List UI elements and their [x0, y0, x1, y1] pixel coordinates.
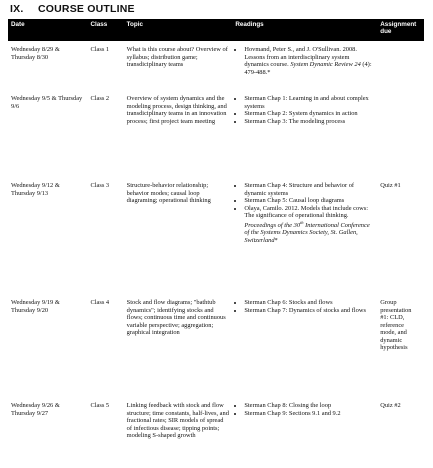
table-row: [8, 177, 424, 294]
section-number: IX.: [10, 3, 24, 15]
readings-cell: [232, 397, 377, 468]
class-cell: Class 1: [90, 46, 110, 53]
assignment-cell: [377, 90, 424, 177]
assignment-cell: Quiz #1: [380, 182, 401, 189]
reading-item: • Sterman Chap 3: The modeling process: [244, 118, 374, 126]
table-row: [8, 90, 424, 177]
reading-item: • Olaya, Camilo. 2012. Models that include cows: The significance of operational thinking. Proceedings of the 30th International Conference of the Systems Dynamics Society, St. Gallen, Switzerland*: [244, 205, 374, 245]
reading-item: • Sterman Chap 1: Learning in and about complex systems: [244, 95, 374, 110]
table-row: [8, 397, 424, 468]
topic-cell: What is this course about? Overview of syllabus; distribution game; transdiciplinary teams: [126, 46, 228, 69]
reading-item: • Sterman Chap 8: Closing the loop: [244, 402, 374, 410]
class-cell: Class 4: [90, 299, 110, 306]
reading-item: • Sterman Chap 7: Dynamics of stocks and flows: [244, 307, 374, 315]
topic-cell: Stock and flow diagrams; "bathtub dynamics"; identifying stocks and flows; continuous time and continuous variable perspective; aggregation; graphical integration: [126, 299, 226, 337]
class-cell: Class 2: [90, 95, 110, 102]
column-header-class: Class: [87, 19, 123, 41]
topic-cell: Linking feedback with stock and flow structure; time constants, half-lives, and fractional rates; SIR models of spread of infectious disease; tipping points; modeling S-shaped growth: [126, 402, 229, 440]
section-title: COURSE OUTLINE: [38, 3, 135, 15]
column-header-topic: Topic: [124, 19, 233, 41]
reading-item: • Hovmand, Peter S., and J. O'Sullivan. 2008. Lessons from an interdisciplinary system dynamics course. System Dynamic Review 24 (4): 479-488.*: [244, 46, 374, 76]
reading-item: • Sterman Chap 6: Stocks and flows: [244, 299, 374, 307]
assignment-cell: Quiz #2: [380, 402, 401, 409]
readings-cell: [232, 177, 377, 294]
table-header-row: [8, 19, 424, 41]
class-cell: Class 3: [90, 182, 110, 189]
date-cell: Wednesday 9/12 & Thursday 9/13: [11, 182, 60, 197]
course-outline-table: [8, 19, 424, 468]
section-heading: [10, 3, 135, 15]
reading-item: • Sterman Chap 9: Sections 9.1 and 9.2: [244, 410, 374, 418]
reading-item: • Sterman Chap 2: System dynamics in action: [244, 110, 374, 118]
readings-cell: [232, 294, 377, 397]
readings-cell: [232, 41, 377, 90]
date-cell: Wednesday 8/29 & Thursday 8/30: [11, 46, 60, 61]
assignment-cell: Group presentation #1: CLD, reference mode, and dynamic hypothesis: [380, 299, 412, 352]
date-cell: Wednesday 9/5 & Thursday 9/6: [11, 95, 83, 110]
date-cell: Wednesday 9/19 & Thursday 9/20: [11, 299, 60, 314]
assignment-cell: [377, 41, 424, 90]
topic-cell: Overview of system dynamics and the modeling process, design thinking, and transdiciplinary teams in an innovation process; first project team meeting: [126, 95, 227, 125]
column-header-readings: Readings: [232, 19, 377, 41]
class-cell: Class 5: [90, 402, 110, 409]
table-row: [8, 294, 424, 397]
date-cell: Wednesday 9/26 & Thursday 9/27: [11, 402, 60, 417]
readings-cell: [232, 90, 377, 177]
column-header-date: Date: [8, 19, 87, 41]
topic-cell: Structure-behavior relationship; behavior modes; causal loop diagraming; operational thinking: [126, 182, 211, 205]
table-row: [8, 41, 424, 90]
column-header-assignment: Assignment due: [377, 19, 424, 41]
reading-item: • Sterman Chap 5: Causal loop diagrams: [244, 197, 374, 205]
reading-item: • Sterman Chap 4: Structure and behavior of dynamic systems: [244, 182, 374, 197]
